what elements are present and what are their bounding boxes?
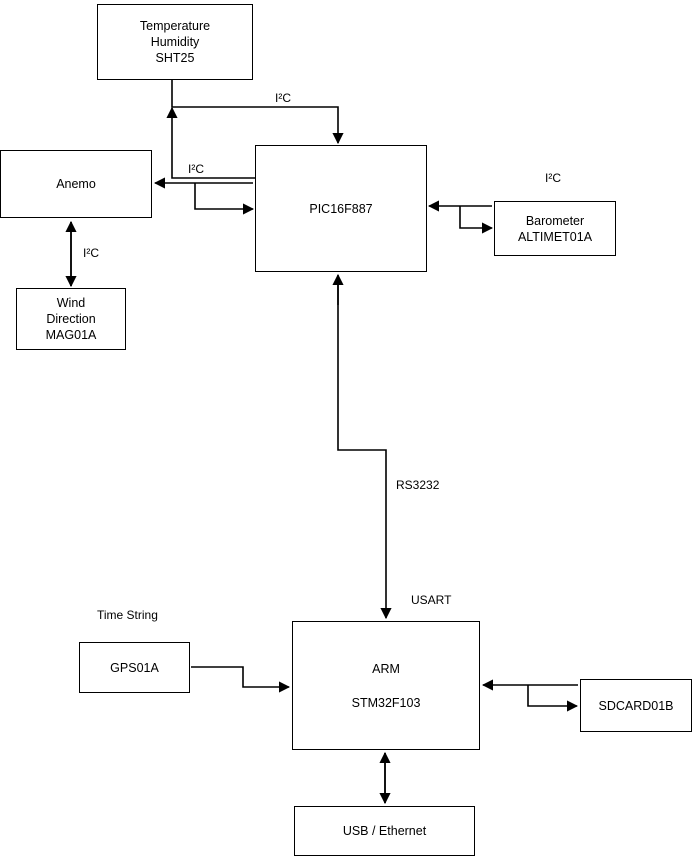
- node-arm-stm32f103[interactable]: [292, 621, 480, 750]
- node-mag01a-line-3: MAG01A: [45, 328, 97, 342]
- node-gps01a[interactable]: [79, 642, 190, 693]
- node-wind-direction-mag01a[interactable]: [16, 288, 126, 350]
- node-arm-line-1: ARM: [372, 661, 400, 676]
- node-pic16f887[interactable]: [255, 145, 427, 272]
- edge-label-rs3232: RS3232: [396, 478, 440, 492]
- node-sdcard01b[interactable]: [580, 679, 692, 732]
- node-barometer-line-2: ALTIMET01A: [517, 229, 593, 244]
- edge-label-i2c-sht25: I²C: [275, 91, 291, 105]
- node-usb-ethernet-label: USB / Ethernet: [342, 824, 427, 838]
- node-barometer-altimet01a[interactable]: [494, 201, 616, 256]
- node-arm-line-2: STM32F103: [351, 695, 421, 710]
- node-mag01a-line-2: Direction: [46, 312, 96, 326]
- node-barometer-line-1: Barometer: [525, 213, 585, 228]
- node-usb-ethernet[interactable]: [294, 806, 475, 856]
- node-anemo[interactable]: [0, 150, 152, 218]
- edge-label-usart: USART: [411, 593, 452, 607]
- node-sht25-line-1: Temperature: [139, 19, 211, 33]
- node-anemo-label: Anemo: [56, 177, 96, 191]
- edge-label-i2c-barometer: I²C: [545, 171, 561, 185]
- node-sht25-line-2: Humidity: [150, 35, 200, 49]
- node-sht25[interactable]: [97, 4, 253, 80]
- node-gps01a-label: GPS01A: [110, 660, 159, 675]
- edge-label-time-string: Time String: [97, 608, 158, 622]
- node-pic16f887-label: PIC16F887: [309, 201, 373, 216]
- edge-label-i2c-anemo: I²C: [188, 162, 204, 176]
- node-sdcard01b-label: SDCARD01B: [598, 698, 674, 713]
- edge-label-i2c-mag01a: I²C: [83, 246, 99, 260]
- node-sht25-line-3: SHT25: [155, 51, 195, 65]
- node-mag01a-line-1: Wind: [56, 296, 86, 310]
